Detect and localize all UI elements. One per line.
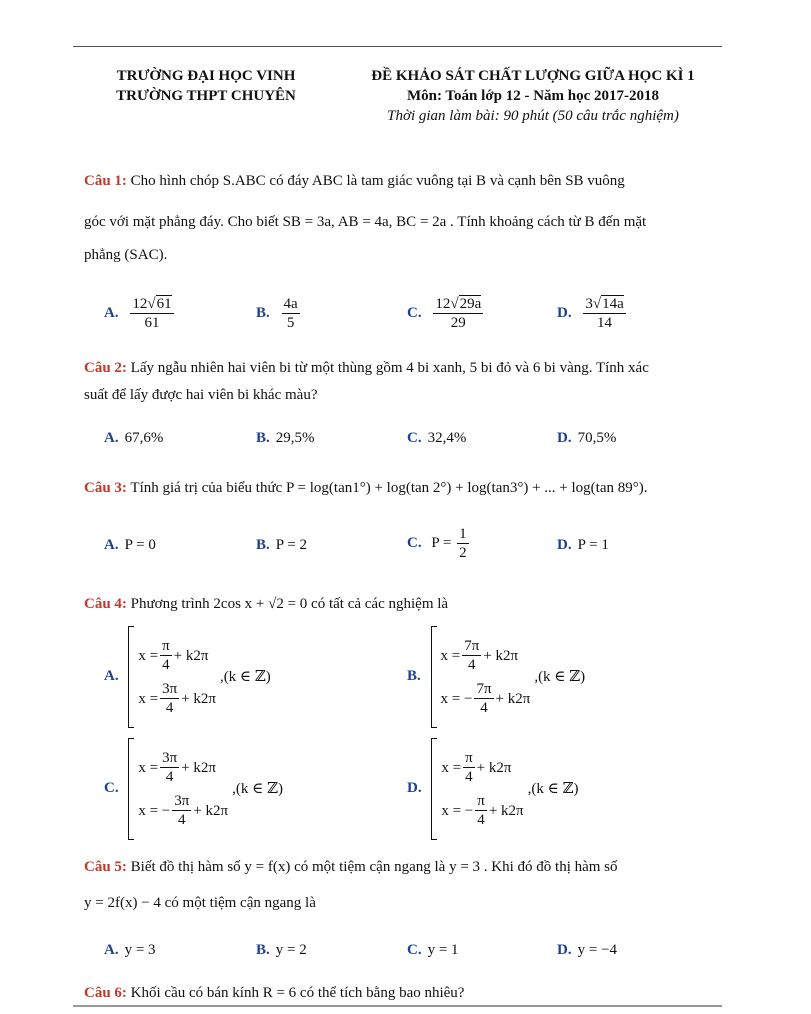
option-letter: B.: [256, 304, 270, 321]
question-text: Cho hình chóp S.ABC có đáy ABC là tam giác vuông tại B và cạnh bên SB vuông: [130, 173, 625, 189]
question-6: [84, 983, 724, 1003]
school-line-1: TRƯỜNG ĐẠI HỌC VINH: [116, 68, 296, 84]
option-letter: C.: [407, 430, 422, 446]
question-4: [84, 594, 724, 614]
q2-option-b[interactable]: [256, 428, 315, 448]
option-letter: B.: [256, 537, 270, 553]
option-letter: B.: [256, 942, 270, 958]
option-text: 70,5%: [577, 430, 617, 446]
exam-subject: Môn: Toán lớp 12 - Năm học 2017-2018: [406, 88, 660, 104]
question-text: Biết đồ thị hàm số y = f(x) có một tiệm cận ngang là y = 3 . Khi đó đồ thị hàm số: [130, 859, 618, 875]
option-text: y = 2: [275, 942, 307, 958]
option-letter: B.: [256, 430, 270, 446]
q1-option-b[interactable]: [256, 295, 302, 332]
fraction: $\frac{12√61}{61}$: [132, 296, 172, 331]
q2-option-a[interactable]: [104, 428, 163, 448]
option-letter: A.: [104, 668, 119, 685]
question-2: [84, 358, 724, 378]
option-letter: D.: [557, 942, 572, 958]
question-text: Phương trình 2cos x + √2 = 0 có tất cả các nghiệm là: [130, 596, 449, 612]
option-text: y = 3: [124, 942, 156, 958]
q4-option-a[interactable]: [104, 626, 271, 728]
question-1-line-2: [84, 212, 724, 232]
fraction: $\frac{1}{2}$: [459, 526, 467, 561]
q3-option-b[interactable]: [256, 535, 307, 555]
question-label: Câu 2:: [84, 360, 127, 376]
option-letter: D.: [557, 537, 572, 553]
option-letter: A.: [104, 304, 119, 321]
question-1: [84, 171, 724, 191]
option-letter: D.: [407, 780, 422, 797]
question-text: suất để lấy được hai viên bi khác màu?: [84, 387, 318, 403]
school-header: [96, 66, 316, 106]
q4-option-d[interactable]: [407, 738, 578, 840]
fraction: $\frac{4a}{5}$: [283, 296, 298, 331]
q2-option-c[interactable]: [407, 428, 466, 448]
exam-title: ĐỀ KHẢO SÁT CHẤT LƯỢNG GIỮA HỌC KÌ 1: [371, 68, 695, 84]
option-letter: D.: [557, 304, 572, 321]
q3-option-d[interactable]: [557, 535, 609, 555]
exam-duration: Thời gian làm bài: 90 phút (50 câu trắc nghiệm): [387, 108, 679, 124]
option-text: 32,4%: [427, 430, 467, 446]
q5-option-a[interactable]: [104, 940, 156, 960]
option-text: 29,5%: [275, 430, 315, 446]
fraction: $\frac{12√29a}{29}$: [435, 296, 482, 331]
question-text: phẳng (SAC).: [84, 247, 168, 263]
q2-option-d[interactable]: [557, 428, 616, 448]
question-2-line-2: [84, 385, 724, 405]
question-label: Câu 6:: [84, 985, 127, 1001]
option-letter: C.: [104, 780, 119, 797]
question-text: góc với mặt phẳng đáy. Cho biết SB = 3a, AB = 4a, BC = 2a . Tính khoảng cách từ B đến mặt: [84, 214, 647, 230]
question-text: y = 2f(x) − 4 có một tiệm cận ngang là: [84, 895, 316, 911]
equation-system: x = $\frac{3\pi}{4}$ + k2π x = − $\frac{3\pi}{4}$ + k2π ,(k ∈ ℤ): [128, 738, 283, 840]
q1-option-d[interactable]: [557, 295, 628, 332]
option-letter: C.: [407, 304, 422, 321]
equation-system: x = $\frac{\pi}{4}$ + k2π x = − $\frac{\pi}{4}$ + k2π ,(k ∈ ℤ): [431, 738, 578, 840]
question-text: Khối cầu có bán kính R = 6 có thể tích bằng bao nhiêu?: [130, 985, 465, 1001]
q5-option-c[interactable]: [407, 940, 459, 960]
option-text: y = −4: [577, 942, 618, 958]
option-letter: A.: [104, 942, 119, 958]
question-5: [84, 857, 724, 877]
q4-option-b[interactable]: [407, 626, 585, 728]
q1-option-a[interactable]: [104, 295, 176, 332]
option-text: P =: [431, 534, 452, 551]
bottom-rule: [73, 1005, 722, 1007]
question-5-line-2: [84, 893, 724, 913]
q4-option-c[interactable]: [104, 738, 283, 840]
option-letter: B.: [407, 668, 421, 685]
option-text: y = 1: [427, 942, 459, 958]
option-text: P = 2: [275, 537, 308, 553]
option-letter: C.: [407, 534, 422, 551]
question-label: Câu 3:: [84, 480, 127, 496]
question-label: Câu 5:: [84, 859, 127, 875]
equation-system: x = $\frac{\pi}{4}$ + k2π x = $\frac{3\pi}{4}$ + k2π ,(k ∈ ℤ): [128, 626, 270, 728]
q5-option-b[interactable]: [256, 940, 307, 960]
q5-option-d[interactable]: [557, 940, 617, 960]
school-line-2: TRƯỜNG THPT CHUYÊN: [116, 88, 296, 104]
q1-option-c[interactable]: [407, 295, 485, 332]
q3-option-c[interactable]: [407, 525, 471, 562]
option-text: P = 1: [577, 537, 609, 553]
question-1-line-3: [84, 245, 724, 265]
option-letter: A.: [104, 430, 119, 446]
option-letter: A.: [104, 537, 119, 553]
option-text: 67,6%: [124, 430, 164, 446]
question-3: [84, 478, 724, 498]
option-letter: D.: [557, 430, 572, 446]
question-label: Câu 4:: [84, 596, 127, 612]
equation-system: x = $\frac{7\pi}{4}$ + k2π x = − $\frac{7\pi}{4}$ + k2π ,(k ∈ ℤ): [431, 626, 586, 728]
q3-option-a[interactable]: [104, 535, 156, 555]
top-rule: [73, 46, 722, 47]
question-text: Tính giá trị của biểu thức P = log(tan1°) + log(tan 2°) + log(tan3°) + ... + log(tan 89°).: [130, 480, 648, 496]
fraction: $\frac{3√14a}{14}$: [585, 296, 624, 331]
question-text: Lấy ngẫu nhiên hai viên bi từ một thùng gồm 4 bi xanh, 5 bi đỏ và 6 bi vàng. Tính xác: [130, 360, 649, 376]
exam-header: [338, 66, 728, 126]
question-label: Câu 1:: [84, 173, 127, 189]
option-letter: C.: [407, 942, 422, 958]
option-text: P = 0: [124, 537, 156, 553]
